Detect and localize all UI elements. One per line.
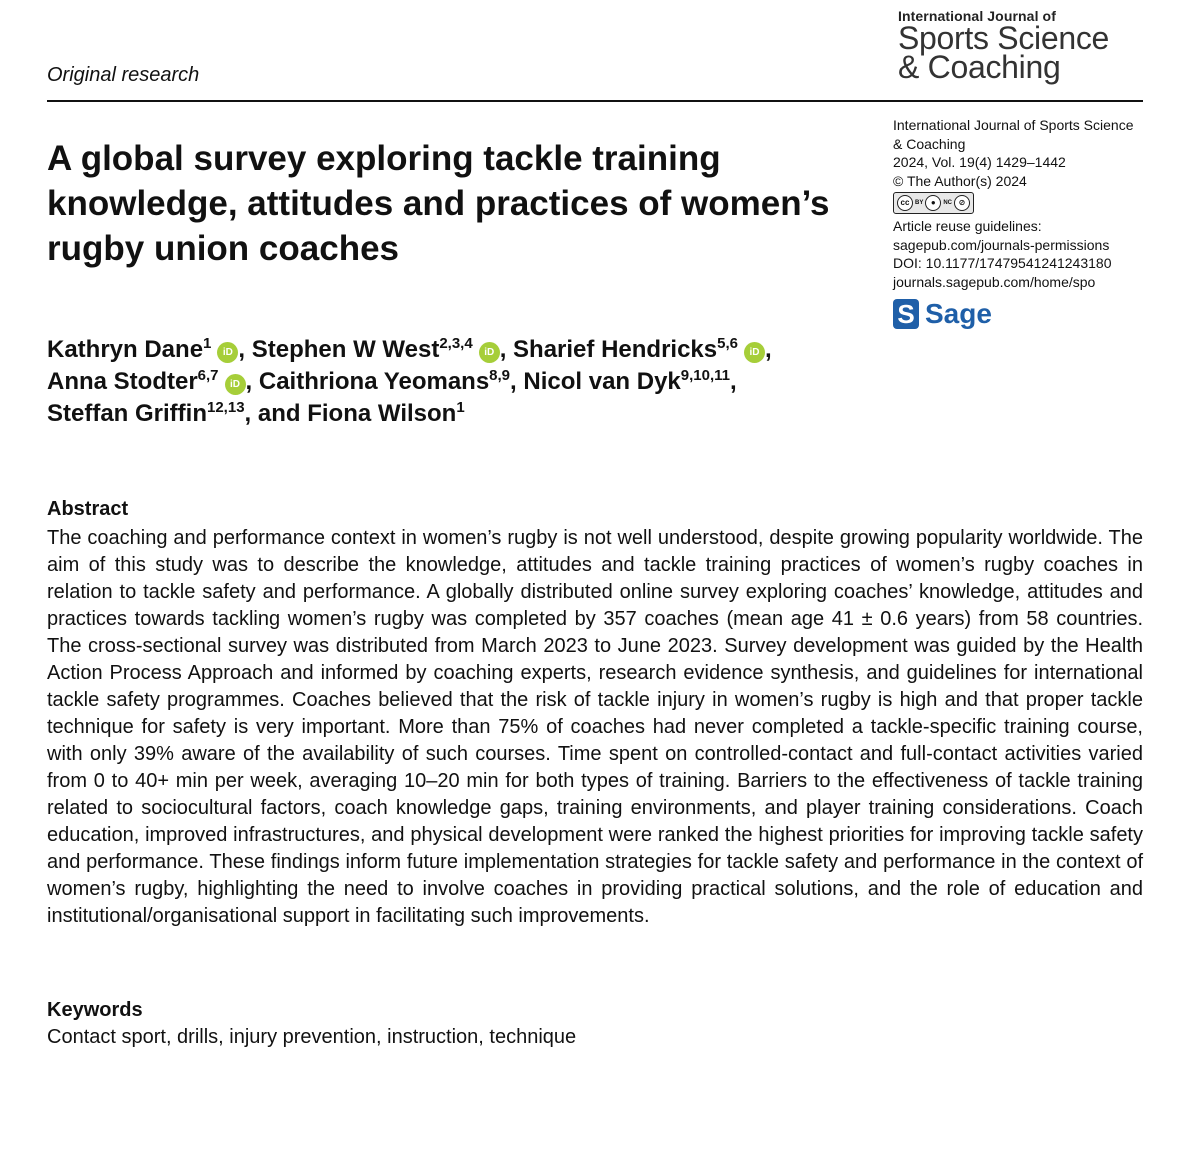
copyright: © The Author(s) 2024 [893, 172, 1027, 189]
cc-by-label: BY [915, 199, 924, 206]
volume-info: 2024, Vol. 19(4) 1429–1442 [893, 154, 1066, 170]
author-name[interactable]: Sharief Hendricks [513, 336, 718, 363]
author-separator: , [730, 368, 737, 395]
author-affiliation[interactable]: 8,9 [489, 367, 511, 384]
reuse-link[interactable]: sagepub.com/journals-permissions [893, 236, 1110, 253]
author-separator: , [245, 368, 259, 395]
orcid-icon[interactable]: iD [744, 342, 765, 363]
author [47, 336, 252, 363]
author-separator: , [499, 336, 514, 363]
author-name[interactable]: Anna Stodter [47, 368, 198, 395]
author [47, 368, 259, 395]
author-affiliation[interactable]: 2,3,4 [439, 335, 473, 352]
author-affiliation[interactable]: 9,10,11 [680, 367, 730, 384]
orcid-icon[interactable]: iD [479, 342, 500, 363]
cc-license-badge[interactable] [893, 192, 974, 214]
author-separator: , [510, 368, 524, 395]
abstract-heading: Abstract [47, 498, 129, 520]
author-separator: , [764, 336, 772, 363]
sage-logo [893, 299, 1153, 329]
abstract-text: The coaching and performance context in women’s rugby is not well understood, despite growing popularity worldwide. The aim of this study was to describe the knowledge, attitudes and tackle training practices of women’s rugby coaches in relation to tackle safety and performance. A globally distributed online survey exploring coaches’ knowledge, attitudes and practices towards tackling women’s rugby was completed by 357 coaches (mean age 41 ± 0.6 years) from 58 countries. The cross-sectional survey was distributed from March 2023 to June 2023. Survey development was guided by the Health Action Process Approach and informed by coaching experts, research evidence synthesis, and guidelines for international tackle safety programmes. Coaches believed that the risk of tackle injury in women’s rugby is high and that proper tackle technique for safety is very important. More than 75% of coaches had never completed a tackle-specific training course, with only 39% aware of the availability of such courses. Time spent on controlled-contact and full-contact activities varied from 0 to 40+ min per week, averaging 10–20 min for both types of training. Barriers to the effectiveness of tackle training related to sociocultural factors, coach knowledge gaps, training environments, and player training considerations. Coach education, improved infrastructures, and physical development were ranked the highest priorities for improving tackle safety and performance. These findings inform future implementation strategies for tackle safety and performance in the context of women’s rugby, highlighting the need to involve coaches in providing practical solutions, and the role of education and institutional/organisational support in facilitating such improvements. [47, 527, 1143, 927]
author [47, 400, 307, 427]
author-name[interactable]: Fiona Wilson [307, 400, 457, 427]
author [307, 400, 464, 427]
author-affiliation[interactable]: 12,13 [207, 399, 245, 416]
noncommercial-icon: ⊘ [954, 195, 970, 211]
author [513, 336, 772, 363]
journal-logo-line-2: & Coaching [898, 49, 1061, 85]
sage-wordmark: Sage [925, 297, 992, 329]
author [252, 336, 513, 363]
reuse-label: Article reuse guidelines: [893, 218, 1042, 234]
section-label: Original research [47, 64, 200, 86]
journal-logo-line-1: Sports Science [898, 20, 1110, 56]
author-affiliation[interactable]: 5,6 [717, 335, 738, 352]
author-affiliation[interactable]: 1 [456, 399, 465, 416]
sage-s-icon: S [893, 299, 919, 329]
author-affiliation[interactable]: 1 [203, 335, 212, 352]
author-separator: , [238, 336, 252, 363]
journal-name-line-1: International Journal of Sports Science [893, 117, 1134, 133]
keywords-text: Contact sport, drills, injury prevention, instruction, technique [47, 1026, 577, 1048]
person-icon: ● [925, 195, 941, 211]
author-affiliation[interactable]: 6,7 [197, 367, 219, 384]
journal-logo-small-line: International Journal of [898, 8, 1056, 24]
author-name[interactable]: Caithriona Yeomans [258, 368, 490, 395]
author-name[interactable]: Kathryn Dane [47, 336, 204, 363]
author-separator: , and [244, 400, 308, 427]
author-name[interactable]: Steffan Griffin [47, 400, 207, 427]
author [523, 368, 736, 395]
orcid-icon[interactable]: iD [225, 374, 246, 395]
author-list [47, 334, 947, 430]
header-divider [47, 100, 1143, 102]
author-name[interactable]: Nicol van Dyk [523, 368, 681, 395]
article-info [893, 116, 1153, 329]
doi[interactable]: DOI: 10.1177/17479541241243180 [893, 255, 1112, 271]
orcid-icon[interactable]: iD [217, 342, 238, 363]
journal-homepage-link[interactable]: journals.sagepub.com/home/spo [893, 273, 1096, 290]
journal-logo [898, 8, 1148, 85]
keywords-heading: Keywords [47, 999, 143, 1021]
cc-nc-label: NC [943, 199, 953, 206]
cc-icon: cc [897, 195, 913, 211]
author-name[interactable]: Stephen W West [251, 336, 440, 363]
journal-name-line-2: & Coaching [893, 135, 966, 152]
author [259, 368, 524, 395]
article-title: A global survey exploring tackle training knowledge, attitudes and practices of women’s rugby union coaches [47, 139, 830, 268]
